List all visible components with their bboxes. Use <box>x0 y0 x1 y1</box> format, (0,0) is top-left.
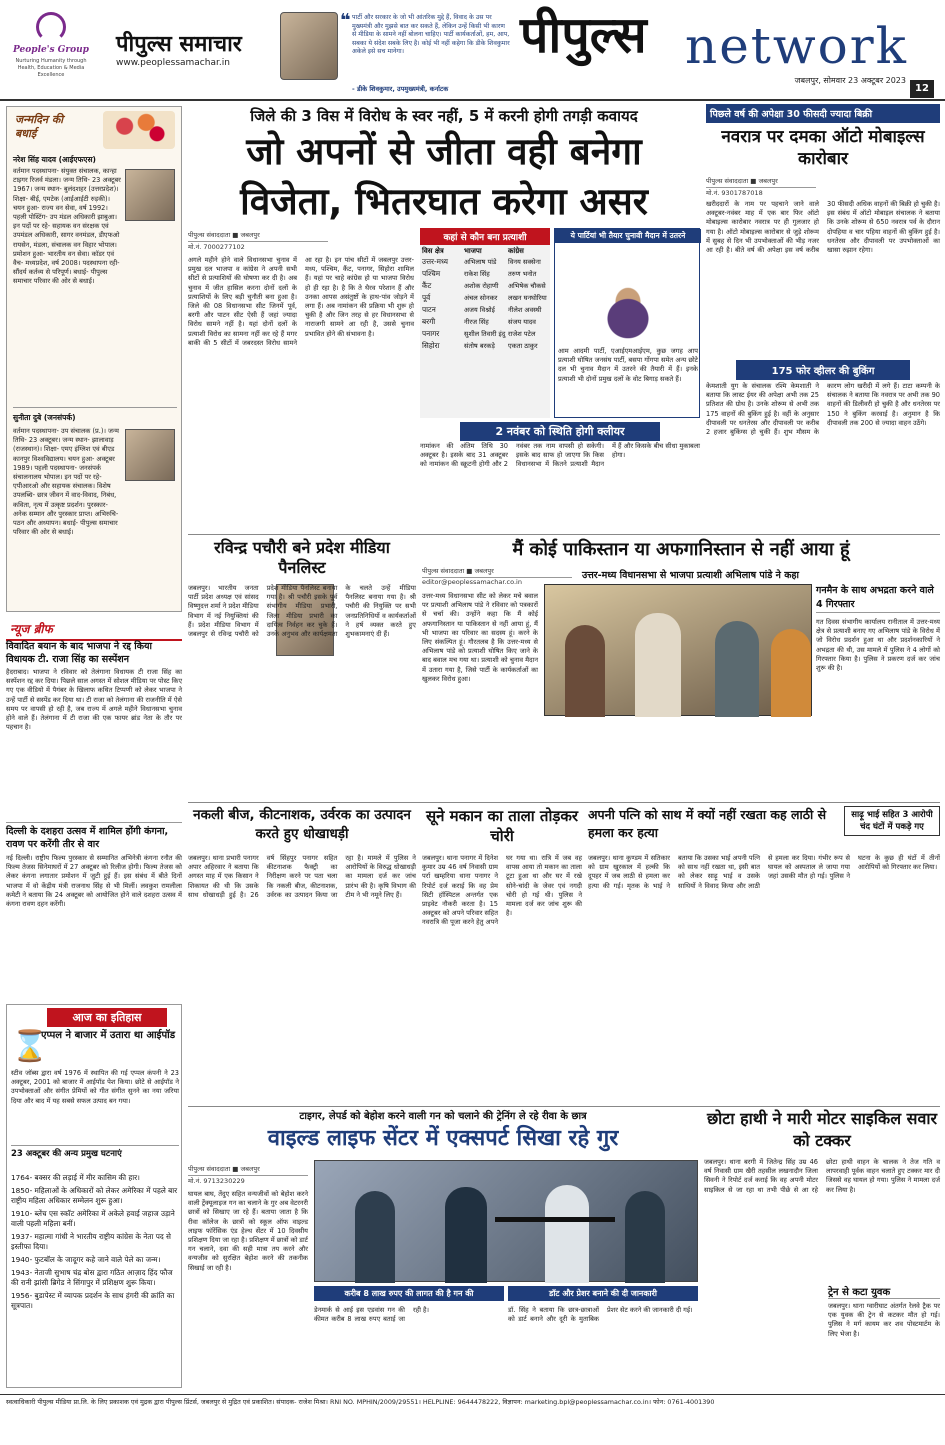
birthday-box <box>6 106 182 612</box>
table-cell: उत्तर-मध्य <box>422 257 448 266</box>
abhilash-press-photo <box>544 584 812 716</box>
training-photo <box>314 1160 698 1282</box>
lead-headline-1: जो अपनों से जीता वही बनेगा <box>246 130 642 173</box>
table-cell: लखन घनघोरिया <box>508 294 547 302</box>
assault-body: जबलपुर। थाना कुण्डम में सतिकार को ग्राम खुरकाल में हल्की कि दूपहर में जब लाठी से हमला कर हत्या की गई। मृतक के भाई ने बताया कि उसका भाई अपनी पत्नि को साथ नहीं रखता था, इसी बात को लेकर साढ़ू भाई व उसके साथियों ने विवाद किया और लाठी से हमला कर दिया। गंभीर रूप से घायल को अस्पताल ले जाया गया जहां उसकी मौत हो गई। पुलिस ने घटना के कुछ ही घंटों में तीनों आरोपियों को गिरफ्तार कर लिया। <box>588 854 940 890</box>
parties-title: ये पार्टियां भी तैयार चुनावी मैदान में उतरने <box>555 229 701 243</box>
table-cell: नीरज सिंह <box>464 318 489 326</box>
quote-author: - डीके शिवकुमार, उपमुख्यमंत्री, कर्नाटक <box>352 85 449 93</box>
paper-name: पीपुल्स समाचार <box>116 32 242 57</box>
birthday-person2-photo <box>125 429 175 481</box>
brief2-headline: दिल्ली के दशहरा उत्सव में शामिल होंगी कंगना, रावण पर करेंगी तीर से वार <box>6 822 182 851</box>
wildlife-caption-1-body: डेनमार्क से आई इस एडवांस गन की कीमत करीब 8 लाख रुपए बताई जा रही है। <box>314 1306 430 1324</box>
lead-mobile: मो.नं. 7000277102 <box>188 243 245 251</box>
train-headline: ट्रेन से कटा युवक <box>828 1284 940 1299</box>
row-divider-2 <box>188 802 940 803</box>
news-brief <box>6 618 182 1000</box>
train-body: जबलपुर। थाना ग्वारीघाट अंतर्गत रेलवे ट्रैक पर एक युवक की ट्रेन से कटकर मौत हो गई। पुलिस ने मर्ग कायम कर शव पोस्टमार्टम के लिए भेजा है। <box>828 1302 940 1338</box>
elephant-body: जबलपुर। थाना बरगी में जितेन्द्र सिंह उम्र 46 वर्ष निवासी ग्राम खैरी तहसील लखनादौन जिला सिवनी ने रिपोर्ट दर्ज कराई कि वह अपनी मोटर साइकिल से जा रहा था तभी पीछे से आ रहे छोटा हाथी वाहन के चालक ने तेज गति व लापरवाही पूर्वक वाहन चलाते हुए टक्कर मार दी जिससे वह घायल हो गया। पुलिस ने मामला दर्ज कर लिया है। <box>704 1158 940 1194</box>
footer-imprint: स्वत्वाधिकारी पीपुल्स मीडिया प्रा.लि. के लिए प्रकाशक एवं मुद्रक द्वारा पीपुल्स प्रिंटर्स, जबलपुर से मुद्रित एवं प्रकाशित। संपादक- राजेश मिश्रा। RNI NO. MPHIN/2009/29551। HELPLINE: 9644478222, विज्ञापन: marketing.bpl@peoplessamachar.co.in। फोन: 0761-4001390 <box>6 1398 715 1406</box>
seed-body: जबलपुर। थाना प्रभारी पनागर अपार अहिरवार ने बताया कि अगस्त माह में एक किसान ने शिकायत की थी कि उसके साथ धोखाधड़ी हुई है। 26 वर्ष सिंहपुर पनागर सहित कीटनाशक फैक्ट्री का निरीक्षण करने पर पता चला कि नकली बीज, कीटनाशक, उर्वरक का उत्पादन किया जा रहा है। मामले में पुलिस ने आरोपियों के विरुद्ध धोखाधड़ी का मामला दर्ज कर जांच प्रारंभ की है। कृषि विभाग की टीम ने भी नमूने लिए हैं। <box>188 854 416 899</box>
trainee-silhouette <box>545 1185 589 1283</box>
elephant-headline: छोटा हाथी ने मारी मोटर साइकिल सवार को टक्कर <box>706 1109 938 1150</box>
table-cell: पूर्व <box>422 293 431 302</box>
table-col-head: विस क्षेत्र <box>422 247 444 255</box>
seed-story <box>188 806 416 1104</box>
table-cell: राजेश पटेल <box>508 330 536 338</box>
history-event: 1850- महिलाओं के अधिकारों को लेकर अमेरिका में पहले बार राष्ट्रीय महिला अधिकार सम्मेलन शुरू हुआ। <box>11 1186 178 1205</box>
panelist-story <box>188 538 416 800</box>
november-title: 2 नवंबर को स्थिति होगी क्लीयर <box>460 422 660 441</box>
dk-shivkumar-photo <box>280 12 338 80</box>
history-title: आज का इतिहास <box>47 1008 167 1027</box>
trainee-silhouette <box>445 1187 487 1283</box>
abhilash-subheadline: उत्तर-मध्य विधानसभा से भाजपा प्रत्याशी अभिलाष पांडे ने कहा <box>582 570 800 581</box>
abhilash-email: editor@peoplessamachar.co.in <box>422 578 522 586</box>
table-col-bjp <box>464 246 508 353</box>
news-brief-title: न्यूज ब्रीफ <box>6 618 182 641</box>
row-divider-3 <box>188 1106 940 1107</box>
auto-subhead: 175 फोर व्हीलर की बुकिंग <box>736 360 910 380</box>
table-col-head: भाजपा <box>464 247 482 255</box>
table-cell: पाटन <box>422 305 436 314</box>
flowers-illustration <box>103 111 175 149</box>
dateline: जबलपुर, सोमवार 23 अक्टूबर 2023 <box>794 76 906 85</box>
hourglass-icon: ⌛ <box>11 1029 49 1064</box>
person-silhouette <box>715 621 759 717</box>
auto-byline: पीपुल्स संवाददाता ■ जबलपुर <box>706 176 816 188</box>
history-event: 1943- नेताजी सुभाष चंद्र बोस द्वारा गठित आज़ाद हिंद फौज की रानी झांसी ब्रिगेड ने सिंगापुर में प्रशिक्षण शुरू किया। <box>11 1268 173 1287</box>
brief1-headline: विवादित बयान के बाद भाजपा ने रद्द किया विधायक टी. राजा सिंह का सस्पेंशन <box>6 641 152 665</box>
footer-rule <box>0 1394 945 1395</box>
abhilash-body-cont <box>544 720 812 798</box>
parties-body: आम आदमी पार्टी, एआईएमआईएम, कुछ जगह आप प्रत्याशी घोषित जनसंघ पार्टी, बसपा गोंगपा समेत अन्य छोटे दल भी चुनाव मैदान में उतरने की तैयारी में हैं। इनके प्रत्याशी भी दोनों प्रमुख दलों के वोट बिगाड़ सकते हैं। <box>558 347 698 383</box>
title-hindi: पीपुल्स <box>520 6 647 64</box>
gunman-box <box>816 584 940 798</box>
wildlife-mobile: मो.नं. 9713230229 <box>188 1177 245 1185</box>
wildlife-kicker: टाइगर, लेपर्ड को बेहोश करने वाली गन को चलाने की ट्रेनिंग ले रहे रीवा के छात्र <box>299 1111 587 1122</box>
lead-body: अगले महीने होने वाले विधानसभा चुनाव में प्रमुख दल भाजपा व कांग्रेस ने अपनी सभी सीटों से प्रत्याशियों की घोषणा कर दी है। अब चुनाव में जीत हासिल करना दोनों दलों के प्रत्याशियों के लिए बड़ी चुनौती बना हुआ है। जिले की 08 विधानसभा सीट जिनमें पूर्व, बरगी और पाटन सीट ऐसी हैं जहां ज्यादा विरोध सामने नहीं है। यहां दोनों दलों के प्रत्याशी विरोध का सामना नहीं कर रहे हैं मगर बाकी की 5 सीटों में जबरदस्त विरोध सामने आ रहा है। इन पांच सीटों में जबलपुर उत्तर-मध्य, पश्चिम, कैंट, पनागर, सिहोरा शामिल हैं। यहां पर चाहे कांग्रेस हो या भाजपा विरोध हो ही रहा है। है कि ते थैरव परेशान हैं और उनका आपस असंतुष्टों के हाथ-पांव जोड़ने में लगा हैं। अब नामांकन की प्रक्रिया भी शुरू हो चुकी है और जिन तरह से हर विधानसभा से नाराजगी सामने आ रही है, उससे चुनाव प्रभावित होने की संभावना है। <box>188 256 414 347</box>
birthday-title: जन्मदिन की बधाई <box>15 113 64 140</box>
evm-ink-illustration <box>593 285 663 341</box>
history-event: 1940- फुटबॉल के जादूगर कहे जाने वाले पेले का जन्म। <box>11 1255 161 1264</box>
parties-box <box>554 228 700 418</box>
panelist-headline: रविन्द्र पचौरी बने प्रदेश मीडिया पैनलिस्ट <box>214 538 390 577</box>
history-box <box>6 1004 182 1388</box>
wildlife-caption-2-body: डॉ. सिंह ने बताया कि छात्र-छात्राओं को डार्ट बनाने और दूरी के मुताबिक प्रेशर सेट करने की जानकारी दी गई। <box>508 1306 693 1324</box>
auto-mobile: मो.नं. 9301787018 <box>706 189 763 197</box>
table-col-head: कांग्रेस <box>508 247 524 255</box>
abhilash-story <box>422 538 940 800</box>
table-cell: अंचल सोनकर <box>464 294 498 302</box>
lead-story <box>188 104 700 532</box>
birthday-person2-bio: वर्तमान पदस्थापना- उप संचालक (प्र.)। जन्म तिथि- 23 अक्टूबर। जन्म स्थान- झालावाड़ (राजस्थान)। शिक्षा- एमए इंग्लिश एवं बीएड कानपुर विश्वविद्यालय। चयन हुआ- अक्टूबर 1989। पहली पदस्थापना- जनसंपर्क संचालनालय भोपाल। इन पदों पर रहे- एपीआरओ और सहायक संचालक। विशेष उपलब्धि- छात्र जीवन में वाद-विवाद, निबंध, कविता, नृत्य में उत्कृष्ट प्रदर्शन। पुरस्कार- अनेक सम्मान और पुरस्कार प्राप्त। अभिरुचि- पठन और अध्यापन। बधाई- पीपुल्स समाचार परिवार की ओर से बधाई। <box>13 427 119 537</box>
assault-headline: अपनी पत्नि को साथ में क्यों नहीं रखता कह लाठी से हमला कर हत्या <box>588 807 827 840</box>
history-event: 1956- बुडापेस्ट में व्यापक प्रदर्शन के साथ हंगरी की क्रांति का सूत्रपात। <box>11 1291 175 1310</box>
table-cell: राकेश सिंह <box>464 270 490 278</box>
auto-kicker: पिछले वर्ष की अपेक्षा 30 फीसदी ज्यादा बिक्री <box>706 104 940 123</box>
masthead <box>0 0 945 100</box>
auto-body: खरीददारों के नाम पर पहचाने जाने वाले अक्टूबर-नवंबर माह में एक बार फिर ऑटो मोबाइल्स कारोबार नवरात्र पर ही गुलजार हो गया है। ऑटो मोबाइल्स कारोबार से जुड़े शोरूम में सुबह से दिन भी उपभोक्ताओं की भीड़ नजर आ रही है। बीते वर्ष की अपेक्षा इस वर्ष करीब 30 फीसदी अधिक वाहनों की बिक्री हो चुकी है। इस संबंध में ऑटो मोबाइल संचालक ने बताया कि उनके शोरूम से 650 नवरात्र पर्व के दौरान दोपहिया व चार पहिया वाहनों की बुकिंग हुई है। धनतेरस और दीपावली पर उपभोक्ताओं का खासा रुझान रहेगा। <box>706 200 940 255</box>
trainee-silhouette <box>355 1191 395 1283</box>
history-lead-body: स्टीव जॉब्स द्वारा वर्ष 1976 में स्थापित की गई एप्पल कंपनी ने 23 अक्टूबर, 2001 को बाजार में आईपॉड पेश किया। छोटे से आईपॉड ने उपभोक्ताओं और संगीत प्रेमियों को गीत संगीत सुनने का नया जरिया दिया और बाद में यह सबसे सफल उत्पाद बन गया। <box>11 1069 179 1105</box>
wildlife-caption-1: करीब 8 लाख रुपए की लागत की है गन की <box>314 1286 504 1301</box>
theft-body: जबलपुर। थाना पनागर में दिनेश कुमार उम्र 46 वर्ष निवासी ग्राम पर्रा खम्हरिया थाना पनागर ने रिपोर्ट दर्ज कराई कि वह प्रेम सिटी हॉस्पिटल अन्तर्गत एक प्राइवेट नौकरी करता है। 15 अक्टूबर को अपने परिवार सहित नवरात्रि की पूजा करने हेतु अपने घर गया था। रात्रि में जब वह वापस आया तो मकान का ताला टूटा हुआ था और घर में रखे सोने-चांदी के जेवर एवं नगदी चोरी हो गई थी। पुलिस ने मामला दर्ज कर जांच शुरू की है। <box>422 854 582 927</box>
row-divider-1 <box>188 534 940 535</box>
history-events-headline: 23 अक्टूबर की अन्य प्रमुख घटनाएं <box>11 1145 179 1160</box>
trainee-silhouette <box>625 1191 665 1283</box>
page-number: 12 <box>910 80 934 98</box>
lead-byline: पीपुल्स संवाददाता ■ जबलपुर <box>188 230 328 242</box>
person-silhouette <box>635 613 681 717</box>
table-cell: पश्चिम <box>422 269 441 278</box>
wildlife-caption-2: डॉट और प्रेशर बनाने की दी जानकारी <box>508 1286 698 1301</box>
peoples-group-logo <box>6 12 96 92</box>
masthead-rule <box>0 99 945 101</box>
theft-story <box>422 806 582 1104</box>
table-cell: तरुण भनोत <box>508 270 537 278</box>
assault-side-headline: साढ़ू भाई सहित 3 आरोपी चंद घंटों में पकड़े गए <box>844 806 940 836</box>
assault-story <box>588 806 940 1104</box>
wildlife-body: घायल बाघ, तेंदुए सहित वन्यजीवों को बेहोश करने वाली ट्रेंक्यूलाइज गन का चलाने के गुर अब वेटरनरी छात्रों को सिखाए जा रहे हैं। बताया जाता है कि रीवा कॉलेज के छात्रों को स्कूल ऑफ वाइल्ड लाइफ फॉरेंसिक एंड हेल्थ सेंटर में 10 दिवसीय प्रशिक्षण दिया जा रहा है। प्रशिक्षण में छात्रों को डार्ट गन चलाने, दवा की सही मात्रा तय करने और वन्यजीव को सुरक्षित बेहोश करने की तकनीक सिखाई जा रही है। <box>188 1190 308 1272</box>
table-col-congress <box>508 246 550 353</box>
theft-headline: सूने मकान का ताला तोड़कर चोरी <box>425 807 579 845</box>
birthday-person1-photo <box>125 169 175 221</box>
brief2-body: नई दिल्ली। राष्ट्रीय फिल्म पुरस्कार से सम्मानित अभिनेत्री कंगना रनौत की फिल्म तेजस सिनेमाघरों में 27 अक्टूबर को रिलीज होगी। फिल्म तेजस को लेकर कंगना लगातार प्रमोशन में जुटी हुई हैं। इस संबंध में बीते दिनों भाजपा में वो केंद्रीय मंत्री राजनाथ सिंह से भी मिलीं। लवकुश रामलीला कमेटी ने बताया कि 24 अक्टूबर को आयोजित होने वाले दशहरा उत्सव में कंगना रावण दहन करेंगी। <box>6 854 182 909</box>
birthday-person1-bio: वर्तमान पदस्थापना- संयुक्त संचालक, कान्हा टाइगर रिजर्व मंडला। जन्म तिथि- 23 अक्टूबर 1967। जन्म स्थान- बुलंदशहर (उत्तरप्रदेश)। शिक्षा- बीई, एमटेक (आईआईटी रुड़की)। चयन हुआ- राज्य वन सेवा, वर्ष 1992। पहली पोस्टिंग- उप मंडल अधिकारी झाबुआ। इन पदों पर रहे- सहायक वन संरक्षक एवं उपमंडल अधिकारी, सागर वनमंडल, डीएफओ रायसेन, मंडला, संचालक वन विहार भोपाल। प्रमोशन हुआ- भारतीय वन सेवा। कॉडर एवं वैच- मध्यप्रदेश, वर्ष 2008। पदस्थापना रही- सौंदर्य कर्तव्य से परिपूर्ण। बधाई- पीपुल्स समाचार परिवार की ओर से बधाई। <box>13 167 121 286</box>
abhilash-byline: पीपुल्स संवाददाता ■ जबलपुर <box>422 566 572 578</box>
table-cell: बरगी <box>422 317 436 326</box>
lead-kicker: जिले की 3 विस में विरोध के स्वर नहीं, 5 में करनी होगी तगड़ी कवायद <box>250 107 638 125</box>
table-cell: पनागर <box>422 329 440 338</box>
person-silhouette <box>565 625 605 717</box>
birthday-person1-name: नरेश सिंह यादव (आईएफएस) <box>13 155 96 164</box>
abhilash-headline: मैं कोई पाकिस्तान या अफगानिस्तान से नहीं आया हूं <box>512 539 850 560</box>
auto-story <box>706 104 940 532</box>
table-cell: अशोक रोहाणी <box>464 282 499 290</box>
table-cell: कैंट <box>422 281 432 290</box>
brand-group: People's Group <box>13 45 89 55</box>
history-event: 1764- बक्सर की लड़ाई में मीर कासिम की हार। <box>11 1173 140 1182</box>
history-event: 1910- ब्लेंच एस स्कॉट अमेरिका में अकेले हवाई जहाज उड़ाने वाली पहली महिला बनीं। <box>11 1209 175 1228</box>
history-lead-headline: एप्पल ने बाजार में उतारा था आईपॉड <box>41 1030 176 1041</box>
panelist-body: जबलपुर। भारतीय जनता पार्टी प्रदेश अध्यक्ष एवं सांसद विष्णुदत्त शर्मा ने प्रदेश मीडिया विभाग में नई नियुक्तियां की हैं। प्रदेश मीडिया विभाग में जबलपुर से रविन्द्र पचौरी को प्रदेश मीडिया पैनलिस्ट बनाया गया है। श्री पचौरी इसके पूर्व संभागीय मीडिया प्रभारी, जिला मीडिया प्रभारी का दायित्व निर्वहन कर चुके हैं। उनके अनुभव और कार्यक्षमता के चलते उन्हें मीडिया पैनलिस्ट बनाया गया है। श्री पचौरी की नियुक्ति पर सभी जनप्रतिनिधियों व कार्यकर्ताओं ने हर्ष व्यक्त करते हुए शुभकामनाएं दी हैं। <box>188 584 416 639</box>
auto-headline: नवरात्र पर दमका ऑटो मोबाइल्स कारोबार <box>721 127 925 169</box>
table-cell: एकता ठाकुर <box>508 342 538 350</box>
title-network: network <box>685 17 908 75</box>
person-silhouette <box>771 629 811 717</box>
history-event: 1937- महात्मा गांधी ने भारतीय राष्ट्रीय कांग्रेस के नेता पद से इस्तीफा दिया। <box>11 1232 171 1251</box>
lead-headline-2: विजेता, भितरघात करेगा असर <box>240 180 648 223</box>
table-cell: नीलेश अवस्थी <box>508 306 542 314</box>
quote-icon: ❝ <box>340 10 351 31</box>
table-cell: सिहोरा <box>422 341 440 350</box>
website: www.peoplessamachar.in <box>116 58 230 68</box>
table-cell: विनय सक्सेना <box>508 258 541 266</box>
elephant-story <box>704 1108 940 1390</box>
seed-headline: नकली बीज, कीटनाशक, उर्वरक का उत्पादन करते हुए धोखाधड़ी <box>193 807 411 842</box>
gunman-body: गत दिवस संभागीय कार्यालय रानीताल में उत्तर-मध्य क्षेत्र से प्रत्याशी बनाए गए अभिलाष पांडे के विरोध में जो विरोध प्रदर्शन हुआ था और प्रदर्शनकारियों ने अभद्रता की थी, उस मामले में पुलिस ने 4 लोगों को गिरफ्तार किया है। पुलिस ने प्रकरण दर्ज कर जांच शुरू की है। <box>816 618 940 673</box>
gunman-headline: गनमैन के साथ अभद्रता करने वाले 4 गिरफ्तार <box>816 584 940 613</box>
brand-tagline: Nurturing Humanity through Health, Education & Media Excellence <box>15 58 87 78</box>
table-cell: संजय यादव <box>508 318 536 326</box>
birthday-divider <box>13 407 177 408</box>
brief1-body: हैदराबाद। भाजपा ने रविवार को तेलंगाना विधायक टी राजा सिंह का सस्पेंशन रद्द कर दिया। पिछले साल अगस्त में सोशल मीडिया पर पोस्ट किए गए एक वीडियो में पैगंबर के खिलाफ कथित टिप्पणी को लेकर भाजपा ने उन्हें पार्टी से सस्पेंड कर दिया था। टी राजा को तेलंगाना की राजनीति में ऐसे समय पर वापसी हो रही है, जब राज्य में अगले महीने विधानसभा चुनाव होने वाले हैं। तेलंगाना में टी राजा की एक फायर ब्रांड नेता के तौर पर पहचान है। <box>6 668 182 732</box>
wildlife-headline: वाइल्ड लाइफ सेंटर में एक्सपर्ट सिखा रहे गुर <box>267 1126 619 1151</box>
birthday-person2-name: सुनीता दुबे (जनसंपर्क) <box>13 413 76 422</box>
dart-gun <box>495 1217 615 1222</box>
table-cell: अभिलाष पांडे <box>464 258 497 266</box>
masthead-quote: पार्टी और सरकार के जो भी आंतरिक मुद्दे हैं, विवाद के उस पर मुख्यमंत्री और मुझसे बात कर सकते हैं, लेकिन उन्हें किसी भी कारण से मीडिया के सामने नहीं बोलना चाहिए। पार्टी कार्यकर्ताओं, हम, आप, सबका ये संदेश सबके लिए है। कोई भी नहीं कहेगा कि डीके शिवकुमार अकेले इसे सच मानेगा। <box>352 14 510 55</box>
wildlife-story <box>188 1108 698 1390</box>
history-events-list <box>11 1173 179 1387</box>
table-cell: संतोष बरकड़े <box>464 342 495 350</box>
wildlife-byline: पीपुल्स संवाददाता ■ जबलपुर <box>188 1164 308 1176</box>
auto-sub-body: केमशाती युग के संचालक रश्मि केमशाती ने बताया कि लास्ट ईयर की अपेक्षा अभी तक 25 प्रतिशत की ग्रोथ है। उनके शोरूम से अभी तक 175 वाहनों की बुकिंग हुई है। वहीं के अनुसार दीपावली पर धनतेरस और दीपावली पर करीब 2 हजार बुकिंग्स हो चुकी हैं। शुभ मौसम के कारण लोग खरीदी में लगे हैं। टाटा कम्पनी के संचालक ने बताया कि नवरात्र पर अभी तक 90 वाहनों की डिलीवरी हो चुकी है और धनतेरस पर 150 ने बुकिंग करवाई है। अनुमान है कि दीपावली तक 200 से ज्यादा वाहन उठेंगे। <box>706 382 940 437</box>
table-col-constituency <box>422 246 464 353</box>
logo-mark-icon <box>36 12 66 42</box>
table-cell: सुशील तिवारी इंदु <box>464 330 506 338</box>
candidate-table <box>420 228 550 418</box>
november-box <box>420 422 700 530</box>
table-cell: अभिषेक चौकसे <box>508 282 546 290</box>
abhilash-body: उत्तर-मध्य विधानसभा सीट को लेकर मचे बवाल पर प्रत्याशी अभिलाष पांडे ने रविवार को पत्रकारों से चर्चा की। उन्होंने कहा कि मैं कोई अफगानिस्तान या पाकिस्तान से नहीं आया हूं, मैं भी भाजपा का परिवार का सदस्य हूं। करने के लिए संकल्पित हूं। गौरतलब है कि उत्तर-मध्य से अभिलाष पांडे को प्रत्याशी घोषित किए जाने के बाद बवाल मच गया था। प्रत्याशी को चुनाव मैदान में उतारा गया है, जिसे पार्टी के कार्यकर्ताओं का खुलकर विरोध हुआ। <box>422 592 538 683</box>
november-body: नामांकन की अंतिम तिथि 30 अक्टूबर है। इसके बाद 31 अक्टूबर को नामांकन की स्क्रूटनी होगी और 2 नवंबर तक नाम वापसी हो सकेगी। इसके बाद साफ हो जाएगा कि किस विधानसभा में कितने प्रत्याशी मैदान में हैं और किसके बीच सीधा मुकाबला होगा। <box>420 442 701 469</box>
candidate-table-title: कहां से कौन बना प्रत्याशी <box>420 228 550 245</box>
table-cell: अजय विश्नोई <box>464 306 495 314</box>
